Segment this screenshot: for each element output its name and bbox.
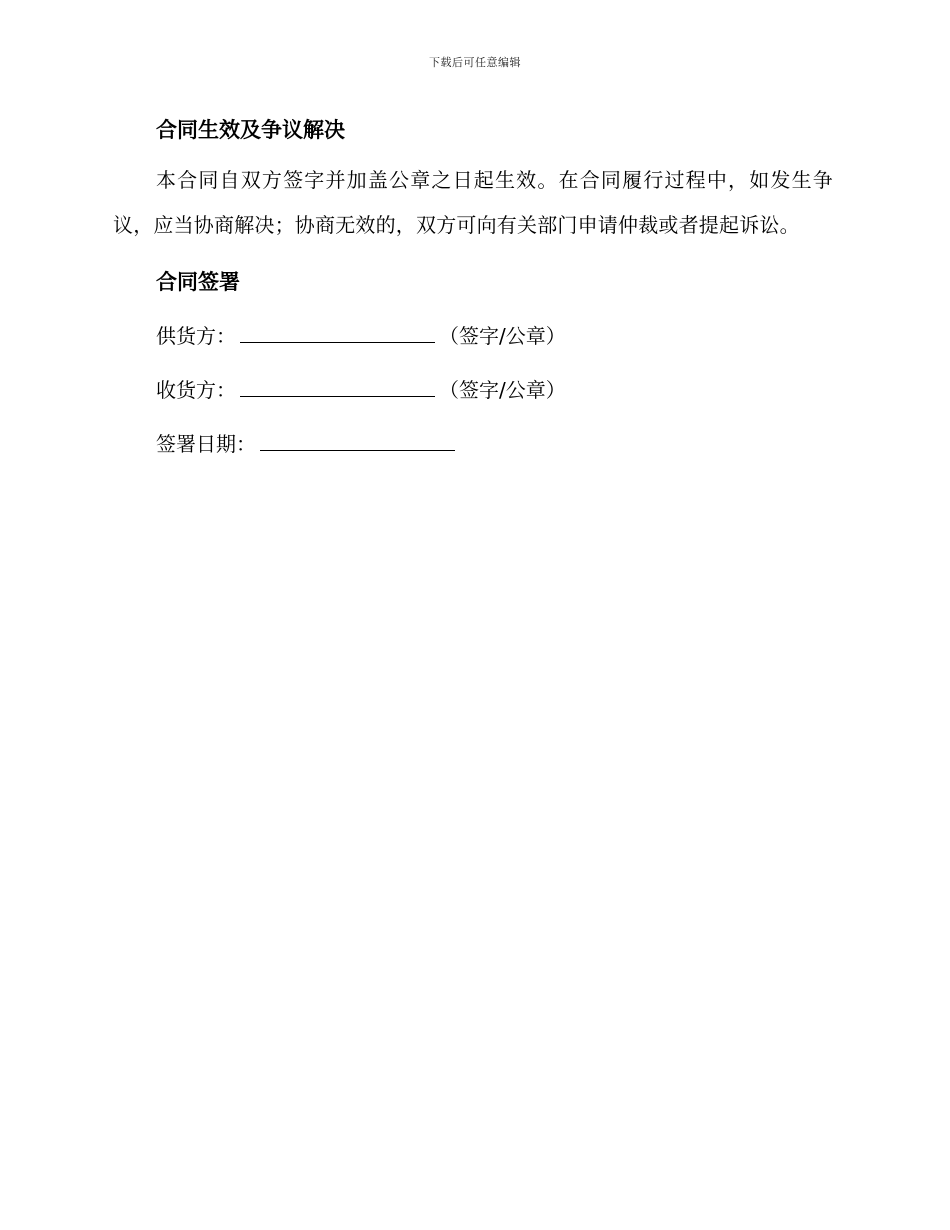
supplier-label: 供货方：: [156, 324, 236, 348]
receiver-signature-suffix: （签字/公章）: [439, 378, 566, 402]
signing-date-label: 签署日期：: [156, 432, 256, 456]
supplier-signature-blank: [240, 320, 435, 343]
signing-date-blank: [260, 428, 455, 451]
supplier-signature-line: [113, 316, 833, 356]
receiver-signature-blank: [240, 374, 435, 397]
page-header-note: 下载后可任意编辑: [429, 56, 521, 69]
receiver-signature-line: [113, 370, 833, 410]
document-content: [113, 110, 833, 464]
supplier-signature-suffix: （签字/公章）: [439, 324, 566, 348]
section-heading-effective-dispute: 合同生效及争议解决: [156, 118, 345, 142]
section-heading-signing: 合同签署: [156, 270, 240, 294]
receiver-label: 收货方：: [156, 378, 236, 402]
signing-date-line: [113, 424, 833, 464]
section-body-effective-dispute: 本合同自双方签字并加盖公章之日起生效。在合同履行过程中，如发生争议，应当协商解决；协商无效的，双方可向有关部门申请仲裁或者提起诉讼。: [113, 168, 833, 237]
